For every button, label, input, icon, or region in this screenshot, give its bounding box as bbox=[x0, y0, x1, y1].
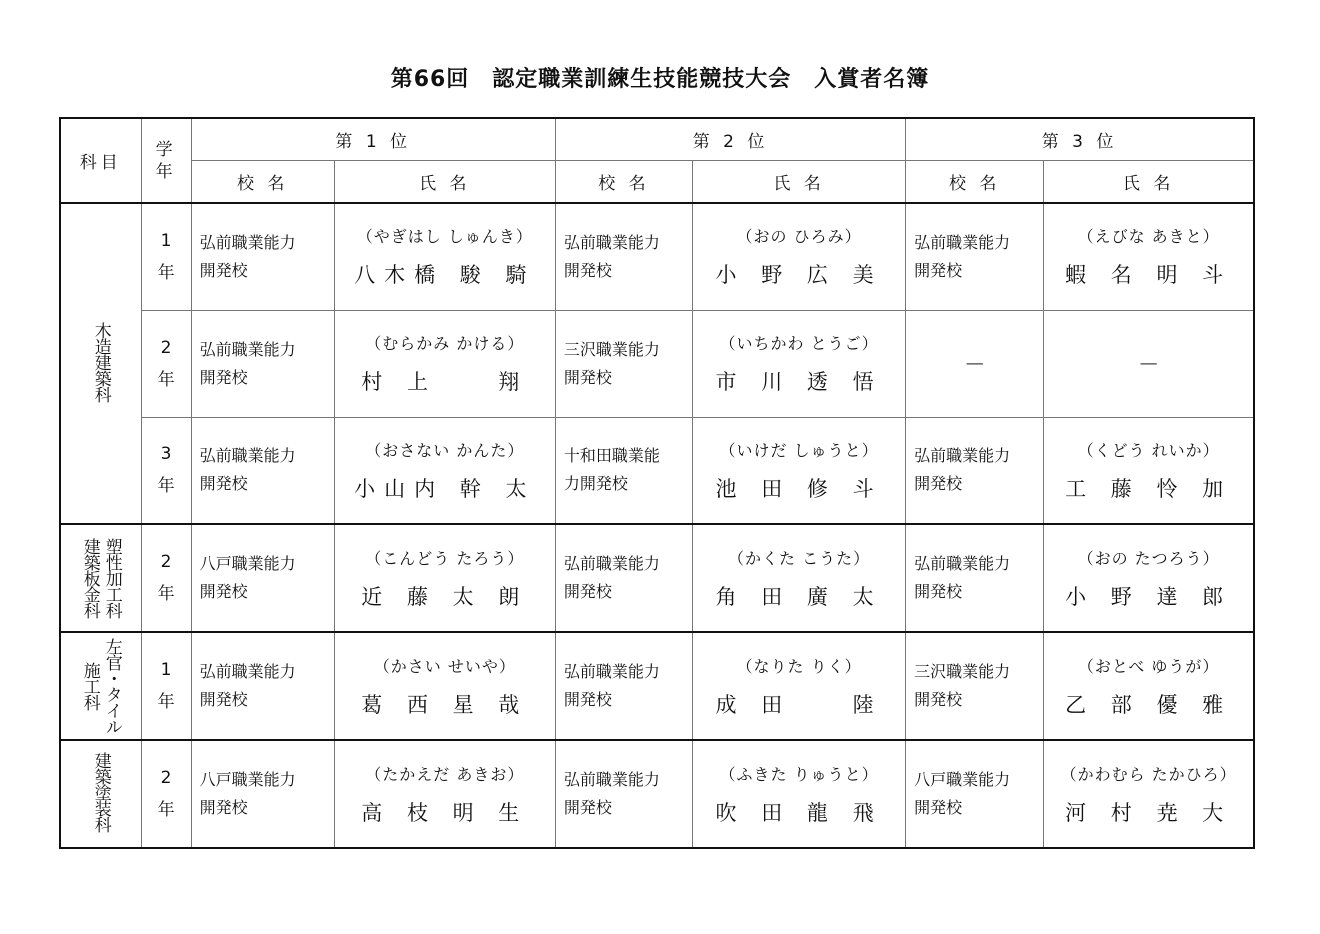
year-cell bbox=[141, 310, 191, 417]
school-name-line: 開発校 bbox=[914, 582, 963, 601]
school-name-line: 開発校 bbox=[914, 474, 963, 494]
document-title: 第66回 認定職業訓練生技能競技大会 入賞者名簿 bbox=[390, 67, 930, 92]
header-subject: 科目 bbox=[60, 118, 141, 203]
school-name-line: 開発校 bbox=[563, 798, 612, 817]
header-name-2: 氏 名 bbox=[692, 161, 905, 204]
winner-name: 池 田 修 斗 bbox=[715, 476, 883, 501]
school-name-line: 弘前職業能力 bbox=[914, 446, 1011, 466]
header-place-3: 第 3 位 bbox=[906, 118, 1254, 161]
subject-label-line: 左官・タイル bbox=[101, 638, 122, 734]
name-cell bbox=[334, 310, 555, 417]
school-name-line: 開発校 bbox=[914, 260, 963, 280]
winner-name: 村 上 翔 bbox=[361, 370, 529, 394]
table-row bbox=[60, 203, 1254, 310]
school-cell bbox=[555, 524, 692, 632]
school-name-line: 開発校 bbox=[914, 798, 963, 817]
name-cell bbox=[1044, 203, 1254, 310]
subject-cell bbox=[60, 524, 141, 632]
school-name-line: 開発校 bbox=[199, 367, 248, 387]
subject-label-group bbox=[61, 538, 141, 618]
name-cell bbox=[334, 740, 555, 848]
school-cell bbox=[555, 632, 692, 740]
name-cell bbox=[334, 632, 555, 740]
name-reading: （やぎはし しゅんき） bbox=[356, 227, 533, 247]
name-reading: （ふきた りゅうと） bbox=[719, 764, 879, 784]
school-name-line: 弘前職業能力 bbox=[563, 554, 660, 573]
name-cell bbox=[334, 417, 555, 524]
name-reading: （おさない かんた） bbox=[365, 440, 525, 460]
school-cell bbox=[906, 203, 1044, 310]
name-reading: （えびな あきと） bbox=[1077, 227, 1220, 247]
year-unit: 年 bbox=[157, 800, 175, 820]
school-cell bbox=[191, 310, 334, 417]
school-cell bbox=[191, 417, 334, 524]
school-cell bbox=[906, 310, 1044, 417]
winner-name: 八木橋 駿 騎 bbox=[354, 263, 536, 288]
school-name-line: 開発校 bbox=[199, 474, 248, 494]
school-name-line: 弘前職業能力 bbox=[563, 232, 660, 252]
school-name-line: 弘前職業能力 bbox=[199, 339, 296, 359]
year-number: 2 bbox=[160, 337, 172, 358]
name-cell bbox=[1044, 524, 1254, 632]
empty-mark: — bbox=[965, 353, 984, 374]
name-cell bbox=[1044, 310, 1254, 417]
header-year-char-2: 年 bbox=[155, 161, 177, 182]
subject-label: 建築塗装科 bbox=[90, 752, 111, 832]
name-reading: （くどう れいか） bbox=[1077, 440, 1220, 460]
year-number: 1 bbox=[160, 660, 172, 680]
winner-name: 小 野 広 美 bbox=[715, 263, 883, 288]
name-cell bbox=[334, 203, 555, 310]
subject-cell bbox=[60, 740, 141, 848]
table-row bbox=[60, 417, 1254, 524]
header-place-1: 第 1 位 bbox=[191, 118, 555, 161]
year-number: 3 bbox=[160, 444, 172, 465]
subject-cell bbox=[60, 632, 141, 740]
school-name-line: 弘前職業能力 bbox=[199, 232, 296, 252]
school-name-line: 三沢職業能力 bbox=[563, 339, 660, 359]
school-name-line: 八戸職業能力 bbox=[199, 770, 296, 789]
winner-name: 小 野 達 郎 bbox=[1065, 584, 1233, 609]
year-cell bbox=[141, 524, 191, 632]
school-name-line: 開発校 bbox=[914, 690, 963, 709]
winner-name: 角 田 廣 太 bbox=[715, 584, 883, 609]
winner-name: 小山内 幹 太 bbox=[354, 476, 536, 501]
subject-label: 木造建築科 bbox=[90, 321, 111, 402]
name-cell bbox=[692, 417, 905, 524]
header-year-char-1: 学 bbox=[155, 139, 177, 160]
name-cell bbox=[1044, 740, 1254, 848]
name-cell bbox=[334, 524, 555, 632]
subject-label-line: 建築板金科 bbox=[79, 538, 100, 618]
winner-name: 河 村 尭 大 bbox=[1065, 800, 1233, 825]
school-name-line: 力開発校 bbox=[563, 474, 628, 494]
school-name-line: 八戸職業能力 bbox=[199, 554, 296, 573]
year-unit: 年 bbox=[157, 369, 175, 390]
name-reading: （なりた りく） bbox=[736, 656, 862, 676]
name-reading: （おとべ ゆうが） bbox=[1077, 656, 1220, 676]
school-cell bbox=[555, 203, 692, 310]
table-row bbox=[60, 740, 1254, 848]
school-cell bbox=[191, 740, 334, 848]
header-name-1: 氏 名 bbox=[334, 161, 555, 204]
school-name-line: 開発校 bbox=[563, 367, 612, 387]
year-cell bbox=[141, 632, 191, 740]
award-roster-table bbox=[59, 117, 1255, 849]
year-cell bbox=[141, 203, 191, 310]
winner-name: 成 田 陸 bbox=[715, 692, 883, 717]
school-name-line: 開発校 bbox=[563, 582, 612, 601]
name-reading: （こんどう たろう） bbox=[365, 548, 525, 568]
name-cell bbox=[1044, 632, 1254, 740]
school-name-line: 開発校 bbox=[199, 690, 248, 709]
name-cell bbox=[692, 632, 905, 740]
school-name-line: 弘前職業能力 bbox=[914, 232, 1011, 252]
name-cell bbox=[692, 524, 905, 632]
school-name-line: 弘前職業能力 bbox=[199, 446, 296, 466]
year-cell bbox=[141, 417, 191, 524]
table-row bbox=[60, 524, 1254, 632]
school-name-line: 弘前職業能力 bbox=[199, 662, 296, 681]
school-name-line: 開発校 bbox=[199, 798, 248, 817]
winner-name: 高 枝 明 生 bbox=[361, 800, 529, 825]
year-unit: 年 bbox=[157, 692, 175, 712]
school-cell bbox=[906, 417, 1044, 524]
header-school-2: 校 名 bbox=[555, 161, 692, 204]
name-cell bbox=[692, 740, 905, 848]
header-name-3: 氏 名 bbox=[1044, 161, 1254, 204]
header-school-1: 校 名 bbox=[191, 161, 334, 204]
winner-name: 吹 田 龍 飛 bbox=[715, 800, 883, 825]
school-name-line: 開発校 bbox=[199, 260, 248, 280]
year-cell bbox=[141, 740, 191, 848]
year-number: 1 bbox=[160, 230, 172, 251]
school-name-line: 弘前職業能力 bbox=[914, 554, 1011, 573]
name-reading: （おの ひろみ） bbox=[736, 227, 862, 247]
subject-label-line: 塑性加工科 bbox=[101, 538, 122, 618]
year-number: 2 bbox=[160, 768, 172, 788]
school-cell bbox=[555, 417, 692, 524]
year-unit: 年 bbox=[157, 584, 175, 604]
name-cell bbox=[692, 310, 905, 417]
winner-name: 近 藤 太 朗 bbox=[361, 584, 529, 609]
subject-cell bbox=[60, 203, 141, 524]
year-unit: 年 bbox=[157, 262, 175, 283]
name-reading: （むらかみ かける） bbox=[365, 334, 525, 353]
name-reading: （いけだ しゅうと） bbox=[719, 440, 879, 460]
school-name-line: 弘前職業能力 bbox=[563, 770, 660, 789]
school-cell bbox=[906, 632, 1044, 740]
school-name-line: 開発校 bbox=[563, 690, 612, 709]
school-cell bbox=[906, 524, 1044, 632]
subject-label-group bbox=[61, 638, 141, 734]
name-reading: （いちかわ とうご） bbox=[719, 334, 879, 353]
name-reading: （かわむら たかひろ） bbox=[1060, 764, 1237, 784]
school-cell bbox=[191, 203, 334, 310]
winner-name: 乙 部 優 雅 bbox=[1065, 692, 1233, 717]
header-year bbox=[141, 118, 191, 203]
name-cell bbox=[1044, 417, 1254, 524]
school-name-line: 十和田職業能 bbox=[563, 446, 660, 466]
school-cell bbox=[191, 524, 334, 632]
header-school-3: 校 名 bbox=[906, 161, 1044, 204]
school-cell bbox=[906, 740, 1044, 848]
school-name-line: 八戸職業能力 bbox=[914, 770, 1011, 789]
name-reading: （たかえだ あきお） bbox=[365, 764, 525, 784]
school-cell bbox=[555, 310, 692, 417]
year-number: 2 bbox=[160, 552, 172, 572]
winner-name: 工 藤 怜 加 bbox=[1065, 476, 1233, 501]
school-cell bbox=[191, 632, 334, 740]
table-row bbox=[60, 632, 1254, 740]
school-name-line: 三沢職業能力 bbox=[914, 662, 1011, 681]
year-unit: 年 bbox=[157, 476, 175, 497]
winner-name: 市 川 透 悟 bbox=[715, 370, 883, 394]
winner-name: 葛 西 星 哉 bbox=[361, 692, 529, 717]
header-place-2: 第 2 位 bbox=[555, 118, 905, 161]
empty-mark: — bbox=[1139, 353, 1158, 374]
table-row bbox=[60, 310, 1254, 417]
name-reading: （かさい せいや） bbox=[373, 656, 516, 676]
winner-name: 蝦 名 明 斗 bbox=[1065, 263, 1233, 288]
name-reading: （かくた こうた） bbox=[728, 548, 871, 568]
name-reading: （おの たつろう） bbox=[1077, 548, 1220, 568]
school-name-line: 開発校 bbox=[199, 582, 248, 601]
subject-label-line: 施工科 bbox=[79, 662, 100, 710]
school-name-line: 開発校 bbox=[563, 260, 612, 280]
name-cell bbox=[692, 203, 905, 310]
school-name-line: 弘前職業能力 bbox=[563, 662, 660, 681]
school-cell bbox=[555, 740, 692, 848]
